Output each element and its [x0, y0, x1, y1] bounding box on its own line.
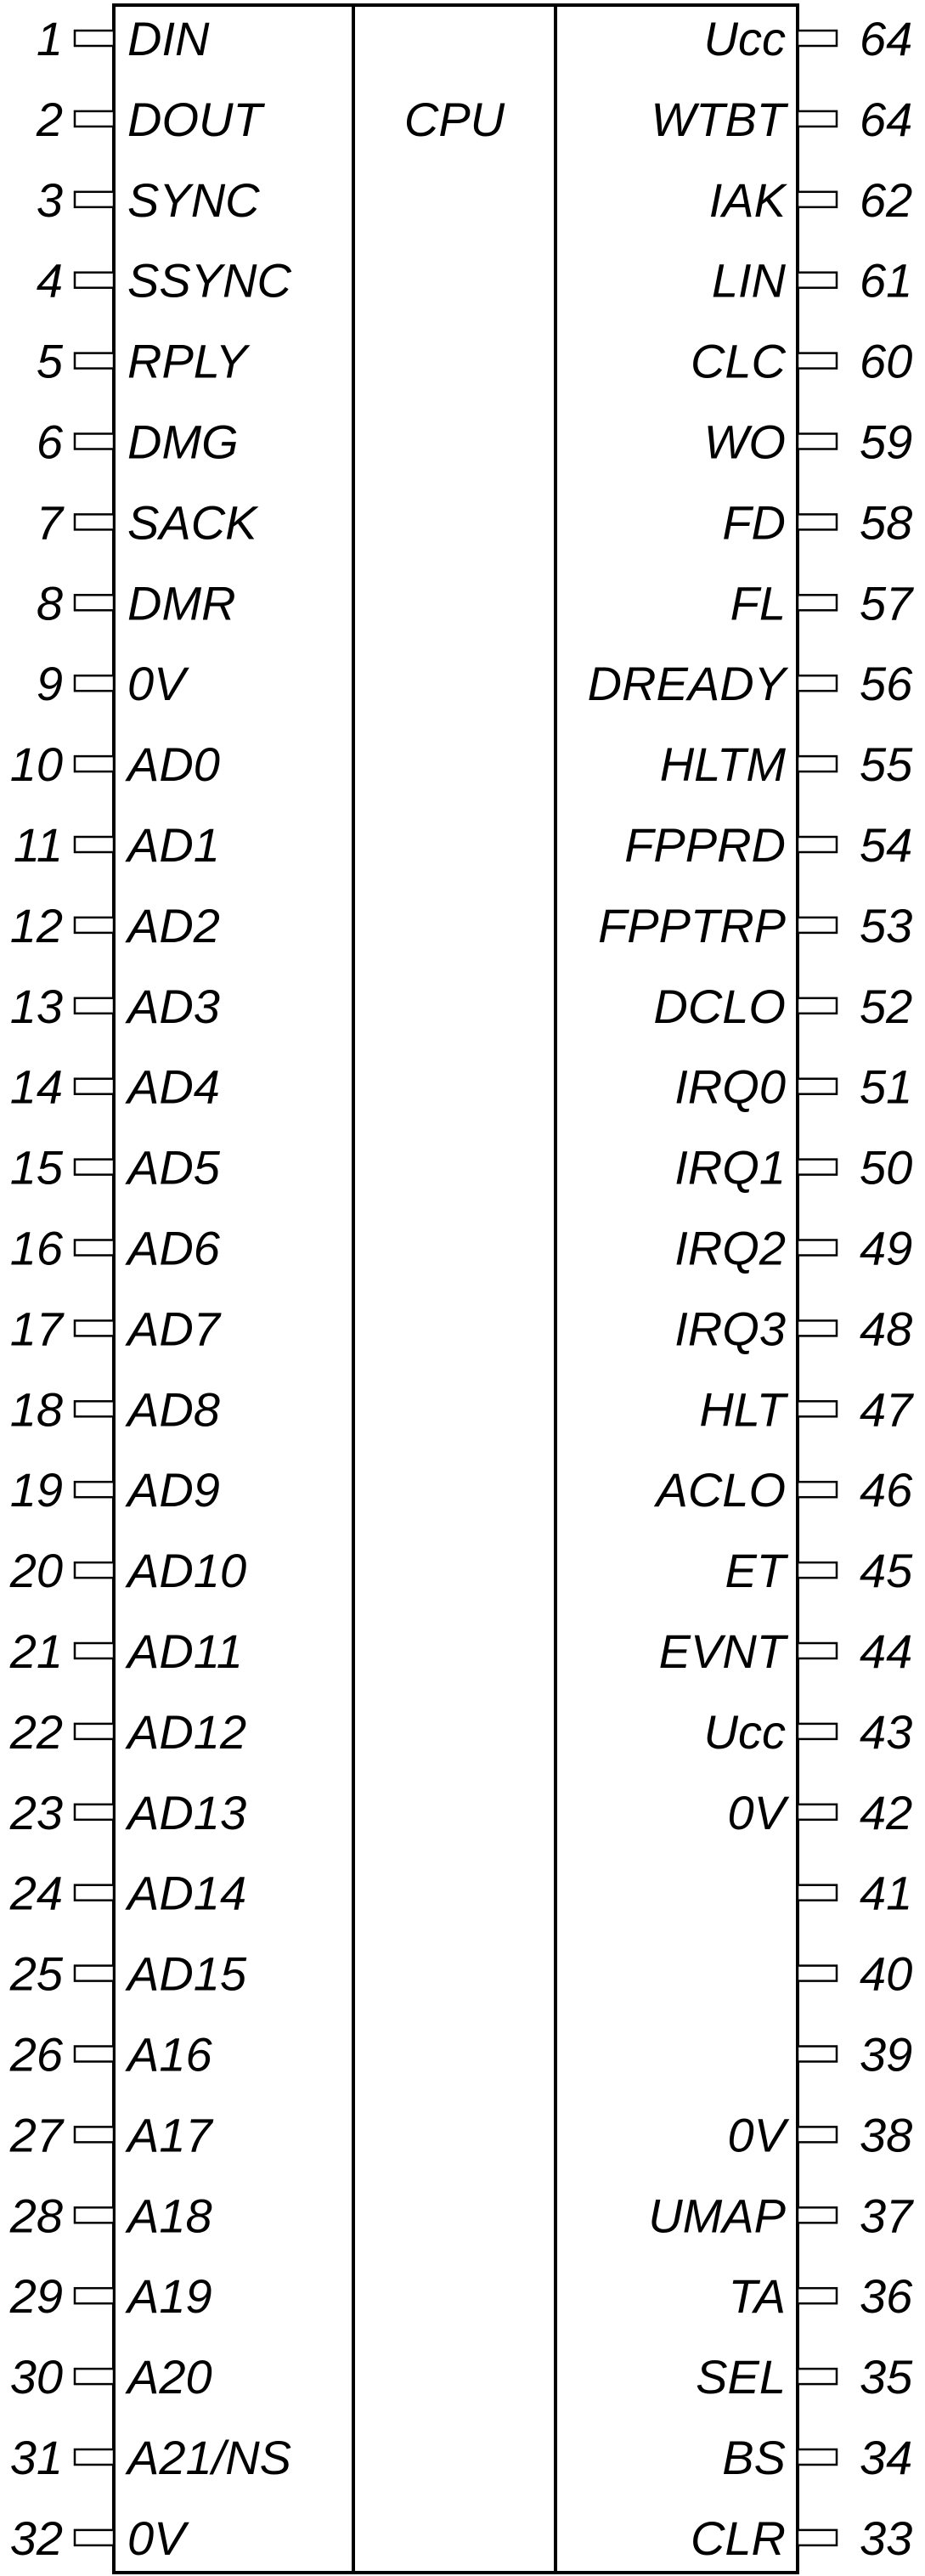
pin-number: 51 [860, 1059, 913, 1114]
pin-number: 41 [860, 1866, 913, 1920]
pin-right-42 [728, 1786, 913, 1839]
pin-lead [75, 1805, 114, 1820]
pin-right-54 [624, 818, 912, 872]
pin-number: 52 [860, 979, 913, 1033]
pin-signal-label: IRQ3 [674, 1302, 786, 1356]
pin-lead [798, 192, 837, 207]
pin-number: 8 [36, 576, 63, 630]
pin-number: 17 [9, 1302, 63, 1356]
pin-signal-label: DIN [127, 12, 210, 65]
pin-number: 42 [860, 1785, 913, 1839]
pin-signal-label: FL [730, 576, 786, 630]
pin-number: 35 [860, 2350, 913, 2404]
pin-right-33 [691, 2511, 912, 2565]
pin-right-37 [648, 2189, 914, 2242]
pin-number: 32 [9, 2511, 63, 2565]
pin-left-25 [9, 1947, 247, 2001]
pin-number: 37 [860, 2189, 913, 2243]
pin-number: 54 [860, 818, 913, 872]
pin-left-29 [9, 2269, 212, 2323]
pin-right-52 [653, 980, 912, 1033]
pin-signal-label: Ucc [703, 12, 786, 65]
pin-signal-label: A16 [127, 2027, 212, 2082]
pin-signal-label: DREADY [587, 657, 786, 711]
pin-left-28 [9, 2189, 212, 2242]
pin-number: 31 [9, 2431, 63, 2484]
pin-signal-label: AD7 [127, 1302, 220, 1356]
pin-number: 14 [9, 1059, 63, 1114]
pin-number: 22 [9, 1704, 63, 1759]
pin-right-64 [651, 93, 912, 146]
pin-signal-label: SSYNC [127, 253, 291, 308]
pin-number: 40 [860, 1946, 913, 2001]
pin-signal-label: IRQ1 [674, 1140, 786, 1195]
pin-signal-label: DOUT [127, 92, 262, 146]
pin-signal-label: AD3 [127, 979, 220, 1033]
pin-right-60 [691, 335, 912, 388]
pin-signal-label: 0V [127, 2511, 186, 2565]
pin-lead [798, 1966, 837, 1981]
pin-lead [798, 2530, 837, 2545]
pin-left-26 [9, 2028, 213, 2082]
pin-signal-label: 0V [727, 1785, 786, 1839]
pin-signal-label: A20 [127, 2350, 212, 2404]
pin-lead [75, 2207, 114, 2223]
pin-lead [798, 918, 837, 933]
pin-signal-label: AD11 [127, 1624, 243, 1678]
pin-number: 43 [860, 1704, 913, 1759]
pin-number: 4 [36, 253, 63, 308]
pin-right-47 [699, 1382, 914, 1436]
pin-left-30 [10, 2350, 212, 2404]
pin-number: 49 [860, 1221, 913, 1275]
pin-signal-label: IRQ2 [674, 1221, 786, 1275]
pin-number: 33 [860, 2511, 913, 2565]
pin-left-4 [37, 254, 292, 308]
pin-left-11 [14, 818, 220, 872]
pin-number: 60 [860, 334, 913, 388]
pin-number: 58 [860, 495, 913, 550]
pin-right-46 [654, 1463, 914, 1517]
pin-right-43 [704, 1705, 913, 1759]
chip-center-label: CPU [403, 93, 505, 146]
pin-lead [798, 434, 837, 449]
pin-signal-label: AD6 [127, 1221, 220, 1275]
pin-number: 38 [860, 2108, 913, 2162]
pin-lead [75, 1401, 114, 1416]
pin-number: 11 [13, 818, 63, 872]
pin-number: 45 [860, 1544, 913, 1598]
pin-right-64 [704, 12, 913, 65]
pin-lead [798, 1320, 837, 1336]
pin-signal-label: A21/NS [127, 2431, 291, 2484]
pin-lead [798, 756, 837, 771]
pin-right-59 [704, 415, 913, 469]
pin-lead [798, 1401, 837, 1416]
pin-number: 20 [9, 1544, 63, 1598]
pin-lead [798, 1482, 837, 1497]
pin-lead [75, 1320, 114, 1336]
pin-left-21 [9, 1624, 243, 1678]
pin-lead [75, 192, 114, 207]
pin-lead [75, 1643, 114, 1658]
pin-signal-label: ACLO [656, 1463, 786, 1517]
pin-number: 26 [9, 2027, 63, 2082]
pin-left-8 [37, 576, 236, 630]
pin-signal-label: AD9 [127, 1463, 220, 1517]
pin-left-17 [10, 1302, 222, 1355]
pin-signal-label: FPPRD [624, 818, 786, 872]
pin-number: 21 [9, 1624, 63, 1678]
pin-lead [75, 756, 114, 771]
pin-lead [798, 514, 837, 529]
pin-lead [798, 1643, 837, 1658]
pin-lead [75, 353, 114, 369]
pin-signal-label: IRQ0 [674, 1059, 786, 1114]
pin-right-34 [722, 2431, 912, 2484]
pin-right-57 [730, 576, 915, 630]
pin-lead [798, 837, 837, 852]
pin-signal-label: A17 [127, 2108, 212, 2162]
pin-signal-label: UMAP [648, 2189, 786, 2243]
pin-number: 44 [860, 1624, 913, 1678]
pin-right-44 [659, 1624, 913, 1678]
pin-lead [798, 1160, 837, 1175]
pin-signal-label: HLTM [659, 737, 786, 792]
pin-right-49 [674, 1222, 912, 1275]
pin-lead [75, 514, 114, 529]
pin-lead [75, 31, 114, 46]
pin-left-20 [9, 1544, 246, 1597]
pin-left-24 [9, 1867, 246, 1920]
pin-number: 24 [9, 1866, 63, 1920]
pin-number: 46 [860, 1463, 913, 1517]
pin-number: 28 [9, 2189, 63, 2243]
pin-left-23 [9, 1786, 246, 1839]
pin-right-53 [598, 899, 912, 952]
pin-signal-label: SACK [127, 495, 257, 550]
pin-left-3 [37, 173, 260, 227]
pin-signal-label: LIN [711, 253, 786, 308]
pin-number: 62 [860, 172, 913, 227]
pin-signal-label: AD0 [127, 737, 220, 792]
pin-number: 15 [9, 1140, 63, 1195]
pins-layer [9, 12, 914, 2565]
pin-lead [75, 2047, 114, 2062]
pin-lead [75, 2530, 114, 2545]
pin-signal-label: A18 [127, 2189, 212, 2243]
pin-signal-label: FD [722, 495, 786, 550]
pin-lead [798, 111, 837, 127]
pin-lead [75, 2288, 114, 2303]
pin-number: 16 [9, 1221, 63, 1275]
pin-signal-label: FPPTRP [598, 898, 786, 952]
pin-number: 34 [860, 2431, 913, 2484]
pin-lead [798, 1724, 837, 1739]
pin-signal-label: WTBT [651, 92, 786, 146]
pin-lead [798, 1805, 837, 1820]
pin-number: 5 [36, 334, 63, 388]
pin-lead [75, 434, 114, 449]
pin-left-2 [36, 93, 266, 146]
pin-number: 50 [860, 1140, 913, 1195]
pin-right-40 [798, 1947, 912, 2001]
pin-lead [75, 1966, 114, 1981]
pin-signal-label: HLT [699, 1382, 786, 1437]
pin-lead [798, 31, 837, 46]
pin-lead [798, 2047, 837, 2062]
pin-lead [798, 595, 837, 610]
pin-signal-label: 0V [727, 2108, 786, 2162]
pin-right-36 [729, 2269, 914, 2323]
pin-lead [75, 837, 114, 852]
pin-number: 29 [9, 2269, 63, 2324]
pin-signal-label: AD13 [127, 1785, 247, 1839]
pin-right-58 [722, 495, 912, 549]
pin-right-50 [674, 1141, 912, 1195]
pin-number: 10 [9, 737, 63, 792]
pin-right-41 [798, 1867, 912, 1920]
pin-number: 53 [860, 898, 913, 952]
pin-lead [75, 2449, 114, 2465]
pin-signal-label: AD4 [127, 1059, 220, 1114]
pin-left-6 [37, 415, 239, 469]
pin-lead [798, 273, 837, 288]
pin-lead [75, 1885, 114, 1901]
pin-right-55 [660, 737, 913, 791]
pin-signal-label: RPLY [127, 334, 248, 388]
pin-signal-label: A19 [127, 2269, 212, 2324]
pin-lead [75, 2127, 114, 2142]
pin-left-1 [37, 12, 210, 65]
pin-number: 30 [9, 2350, 63, 2404]
pin-right-39 [798, 2028, 912, 2082]
pin-lead [798, 2449, 837, 2465]
pin-lead [75, 1724, 114, 1739]
pin-signal-label: AD1 [127, 818, 220, 872]
pin-number: 27 [9, 2108, 63, 2162]
pin-left-27 [9, 2108, 214, 2161]
pin-lead [75, 1079, 114, 1094]
pin-signal-label: DMG [127, 415, 239, 469]
pin-lead [798, 1885, 837, 1901]
pin-signal-label: AD12 [127, 1704, 247, 1759]
pin-number: 56 [860, 657, 913, 711]
pin-lead [75, 1482, 114, 1497]
pin-left-7 [37, 495, 259, 549]
pin-signal-label: AD5 [127, 1140, 220, 1195]
pin-right-51 [674, 1060, 912, 1114]
pin-lead [798, 353, 837, 369]
pin-number: 6 [36, 415, 63, 469]
pin-number: 39 [860, 2027, 913, 2082]
pin-lead [75, 675, 114, 691]
pin-signal-label: CLC [690, 334, 786, 388]
pin-lead [798, 2369, 837, 2384]
pin-number: 1 [36, 12, 63, 65]
pin-left-22 [9, 1705, 246, 1759]
pin-lead [798, 2288, 837, 2303]
pin-number: 25 [9, 1946, 63, 2001]
pin-lead [798, 675, 837, 691]
pin-number: 12 [9, 898, 63, 952]
pin-right-62 [709, 173, 913, 227]
pin-lead [798, 2127, 837, 2142]
pin-number: 59 [860, 415, 913, 469]
pin-number: 48 [860, 1302, 913, 1356]
pin-number: 13 [9, 979, 63, 1033]
pin-signal-label: Ucc [703, 1704, 786, 1759]
pin-signal-label: ET [725, 1544, 786, 1598]
pin-lead [75, 1562, 114, 1578]
pin-lead [75, 1160, 114, 1175]
chip-body-outline [114, 5, 798, 2573]
pin-signal-label: CLR [690, 2511, 786, 2565]
pin-number: 3 [36, 172, 63, 227]
pin-left-32 [10, 2511, 189, 2565]
pin-lead [798, 2207, 837, 2223]
pin-number: 2 [36, 92, 63, 146]
pin-number: 57 [860, 576, 913, 630]
pin-lead [75, 1240, 114, 1256]
pin-number: 61 [860, 253, 913, 308]
pin-lead [75, 111, 114, 127]
pin-left-5 [37, 335, 251, 388]
pin-lead [75, 918, 114, 933]
pin-number: 64 [860, 12, 913, 65]
pin-number: 7 [36, 495, 63, 550]
pin-lead [798, 1079, 837, 1094]
pin-number: 23 [9, 1785, 63, 1839]
pin-number: 47 [860, 1382, 913, 1437]
pin-lead [75, 2369, 114, 2384]
pin-number: 55 [860, 737, 913, 792]
pin-number: 36 [860, 2269, 913, 2324]
pin-lead [798, 1562, 837, 1578]
pin-lead [798, 998, 837, 1014]
pin-right-38 [728, 2108, 913, 2161]
pin-right-45 [725, 1544, 913, 1597]
pin-signal-label: IAK [708, 172, 786, 227]
pin-right-48 [674, 1302, 912, 1355]
pin-signal-label: DCLO [653, 979, 786, 1033]
pin-signal-label: AD2 [127, 898, 220, 952]
pin-number: 9 [36, 657, 63, 711]
pin-signal-label: EVNT [658, 1624, 786, 1678]
pin-right-35 [696, 2350, 913, 2404]
pin-signal-label: WO [703, 415, 786, 469]
pin-signal-label: AD15 [127, 1946, 247, 2001]
pin-signal-label: TA [728, 2269, 786, 2324]
pin-lead [75, 595, 114, 610]
pin-signal-label: DMR [127, 576, 236, 630]
pin-lead [75, 998, 114, 1014]
pin-signal-label: SEL [696, 2350, 786, 2404]
pin-right-61 [712, 254, 912, 308]
pin-number: 64 [860, 92, 913, 146]
pin-number: 19 [9, 1463, 63, 1517]
pin-signal-label: SYNC [127, 172, 260, 227]
pin-lead [798, 1240, 837, 1256]
pin-signal-label: AD8 [127, 1382, 220, 1437]
pin-signal-label: AD10 [127, 1544, 247, 1598]
pin-signal-label: BS [722, 2431, 786, 2484]
pin-number: 18 [9, 1382, 63, 1437]
pin-right-56 [588, 657, 914, 710]
pin-signal-label: 0V [127, 657, 186, 711]
pin-signal-label: AD14 [127, 1866, 247, 1920]
pin-lead [75, 273, 114, 288]
pin-left-31 [10, 2431, 291, 2484]
